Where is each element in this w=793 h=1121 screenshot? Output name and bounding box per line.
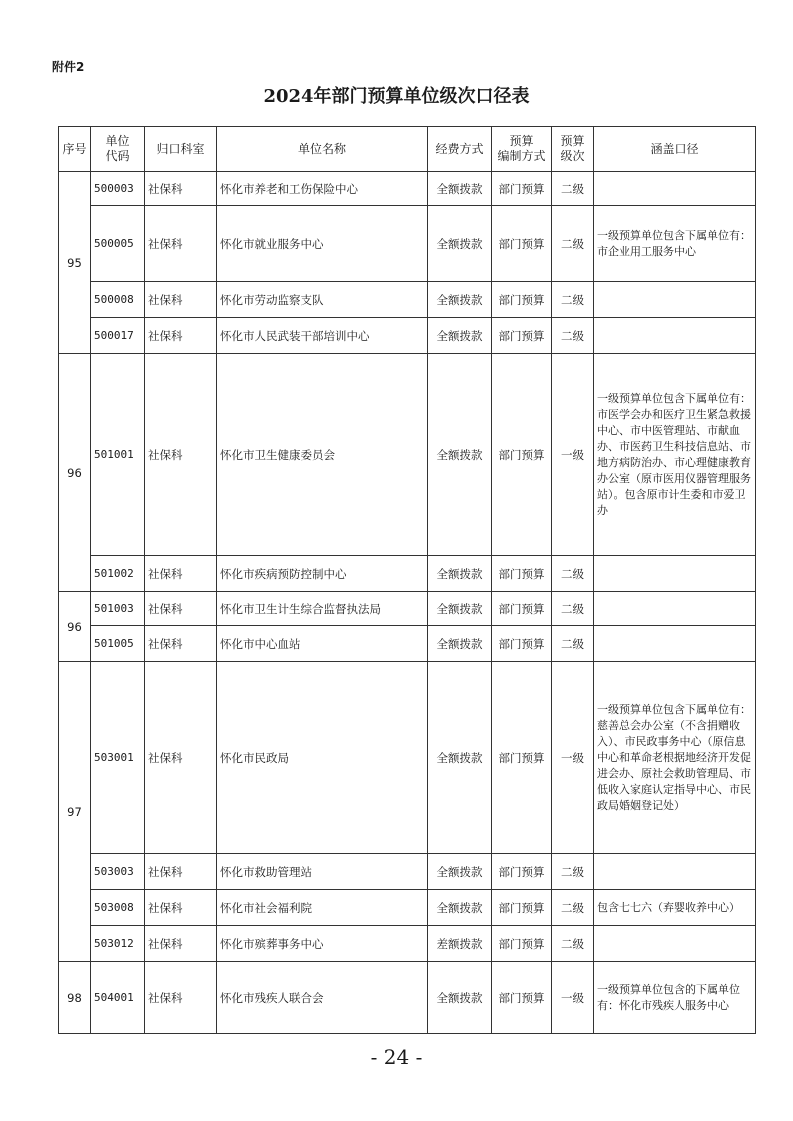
unit-name-cell: 怀化市就业服务中心 bbox=[217, 206, 428, 282]
funding-cell: 全额拨款 bbox=[428, 318, 492, 354]
table-row bbox=[59, 206, 756, 282]
seq-cell: 95 bbox=[59, 172, 91, 354]
unit-name-cell: 怀化市养老和工伤保险中心 bbox=[217, 172, 428, 206]
unit-name-cell: 怀化市劳动监察支队 bbox=[217, 282, 428, 318]
header-unit-name: 单位名称 bbox=[217, 127, 428, 172]
unit-name-cell: 怀化市卫生健康委员会 bbox=[217, 354, 428, 556]
seq-cell: 96 bbox=[59, 592, 91, 662]
unit-code-cell: 501005 bbox=[91, 626, 145, 662]
dept-cell: 社保科 bbox=[145, 662, 217, 854]
method-cell: 部门预算 bbox=[492, 556, 552, 592]
dept-cell: 社保科 bbox=[145, 206, 217, 282]
scope-cell bbox=[594, 556, 756, 592]
dept-cell: 社保科 bbox=[145, 592, 217, 626]
dept-cell: 社保科 bbox=[145, 890, 217, 926]
table-row bbox=[59, 962, 756, 1034]
level-cell: 二级 bbox=[552, 556, 594, 592]
dept-cell: 社保科 bbox=[145, 172, 217, 206]
unit-code-cell: 501003 bbox=[91, 592, 145, 626]
method-cell: 部门预算 bbox=[492, 962, 552, 1034]
level-cell: 二级 bbox=[552, 926, 594, 962]
table-row bbox=[59, 172, 756, 206]
header-scope: 涵盖口径 bbox=[594, 127, 756, 172]
attachment-label: 附件2 bbox=[52, 60, 85, 74]
method-cell: 部门预算 bbox=[492, 626, 552, 662]
table-row bbox=[59, 926, 756, 962]
table-row bbox=[59, 854, 756, 890]
scope-cell bbox=[594, 926, 756, 962]
header-dept: 归口科室 bbox=[145, 127, 217, 172]
table-row bbox=[59, 626, 756, 662]
method-cell: 部门预算 bbox=[492, 592, 552, 626]
level-cell: 二级 bbox=[552, 592, 594, 626]
dept-cell: 社保科 bbox=[145, 282, 217, 318]
unit-name-cell: 怀化市社会福利院 bbox=[217, 890, 428, 926]
table-row bbox=[59, 556, 756, 592]
dept-cell: 社保科 bbox=[145, 962, 217, 1034]
unit-code-cell: 500003 bbox=[91, 172, 145, 206]
header-seq: 序号 bbox=[59, 127, 91, 172]
seq-cell: 98 bbox=[59, 962, 91, 1034]
unit-name-cell: 怀化市民政局 bbox=[217, 662, 428, 854]
level-cell: 二级 bbox=[552, 206, 594, 282]
unit-name-cell: 怀化市救助管理站 bbox=[217, 854, 428, 890]
funding-cell: 全额拨款 bbox=[428, 354, 492, 556]
method-cell: 部门预算 bbox=[492, 282, 552, 318]
table-header-row bbox=[59, 127, 756, 172]
funding-cell: 全额拨款 bbox=[428, 556, 492, 592]
seq-cell: 97 bbox=[59, 662, 91, 962]
method-cell: 部门预算 bbox=[492, 854, 552, 890]
scope-cell: 一级预算单位包含的下属单位有：怀化市残疾人服务中心 bbox=[594, 962, 756, 1034]
unit-name-cell: 怀化市殡葬事务中心 bbox=[217, 926, 428, 962]
dept-cell: 社保科 bbox=[145, 318, 217, 354]
method-cell: 部门预算 bbox=[492, 926, 552, 962]
dept-cell: 社保科 bbox=[145, 854, 217, 890]
unit-code-cell: 500017 bbox=[91, 318, 145, 354]
method-cell: 部门预算 bbox=[492, 172, 552, 206]
table-row bbox=[59, 354, 756, 556]
unit-code-cell: 503012 bbox=[91, 926, 145, 962]
dept-cell: 社保科 bbox=[145, 626, 217, 662]
unit-name-cell: 怀化市中心血站 bbox=[217, 626, 428, 662]
unit-name-cell: 怀化市疾病预防控制中心 bbox=[217, 556, 428, 592]
level-cell: 二级 bbox=[552, 626, 594, 662]
scope-cell: 一级预算单位包含下属单位有：市医学会办和医疗卫生紧急救援中心、市中医管理站、市献血办、市医药卫生科技信息站、市地方病防治办、市心理健康教育办公室（原市医用仪器管理服务站）。包含原市计生委和市爱卫办 bbox=[594, 354, 756, 556]
level-cell: 一级 bbox=[552, 662, 594, 854]
seq-cell: 96 bbox=[59, 354, 91, 592]
level-cell: 二级 bbox=[552, 890, 594, 926]
unit-code-cell: 503003 bbox=[91, 854, 145, 890]
unit-code-cell: 504001 bbox=[91, 962, 145, 1034]
table-row bbox=[59, 592, 756, 626]
funding-cell: 差额拨款 bbox=[428, 926, 492, 962]
scope-cell: 包含七七六（弃婴收养中心） bbox=[594, 890, 756, 926]
funding-cell: 全额拨款 bbox=[428, 890, 492, 926]
funding-cell: 全额拨款 bbox=[428, 172, 492, 206]
scope-cell bbox=[594, 172, 756, 206]
scope-cell: 一级预算单位包含下属单位有：市企业用工服务中心 bbox=[594, 206, 756, 282]
table-row bbox=[59, 318, 756, 354]
unit-code-cell: 500005 bbox=[91, 206, 145, 282]
unit-name-cell: 怀化市卫生计生综合监督执法局 bbox=[217, 592, 428, 626]
method-cell: 部门预算 bbox=[492, 354, 552, 556]
table-row bbox=[59, 662, 756, 854]
funding-cell: 全额拨款 bbox=[428, 854, 492, 890]
scope-cell bbox=[594, 854, 756, 890]
scope-cell bbox=[594, 592, 756, 626]
funding-cell: 全额拨款 bbox=[428, 662, 492, 854]
funding-cell: 全额拨款 bbox=[428, 962, 492, 1034]
page-number: - 24 - bbox=[370, 1045, 423, 1069]
unit-code-cell: 500008 bbox=[91, 282, 145, 318]
unit-name-cell: 怀化市人民武装干部培训中心 bbox=[217, 318, 428, 354]
method-cell: 部门预算 bbox=[492, 890, 552, 926]
scope-cell bbox=[594, 318, 756, 354]
budget-level-table bbox=[58, 126, 756, 1034]
funding-cell: 全额拨款 bbox=[428, 282, 492, 318]
level-cell: 二级 bbox=[552, 172, 594, 206]
header-budget-method: 预算 编制方式 bbox=[492, 127, 552, 172]
unit-code-cell: 501001 bbox=[91, 354, 145, 556]
unit-name-cell: 怀化市残疾人联合会 bbox=[217, 962, 428, 1034]
scope-cell bbox=[594, 626, 756, 662]
funding-cell: 全额拨款 bbox=[428, 626, 492, 662]
page-title: 2024年部门预算单位级次口径表 bbox=[263, 86, 530, 107]
scope-cell bbox=[594, 282, 756, 318]
header-budget-level: 预算 级次 bbox=[552, 127, 594, 172]
level-cell: 二级 bbox=[552, 318, 594, 354]
funding-cell: 全额拨款 bbox=[428, 206, 492, 282]
method-cell: 部门预算 bbox=[492, 318, 552, 354]
header-unit-code: 单位 代码 bbox=[91, 127, 145, 172]
unit-code-cell: 501002 bbox=[91, 556, 145, 592]
dept-cell: 社保科 bbox=[145, 354, 217, 556]
unit-code-cell: 503001 bbox=[91, 662, 145, 854]
table-row bbox=[59, 282, 756, 318]
method-cell: 部门预算 bbox=[492, 662, 552, 854]
level-cell: 二级 bbox=[552, 282, 594, 318]
dept-cell: 社保科 bbox=[145, 926, 217, 962]
unit-code-cell: 503008 bbox=[91, 890, 145, 926]
level-cell: 二级 bbox=[552, 854, 594, 890]
scope-cell: 一级预算单位包含下属单位有：慈善总会办公室（不含捐赠收入）、市民政事务中心（原信息中心和革命老根据地经济开发促进会办、原社会救助管理局、市低收入家庭认定指导中心、市民政局婚姻登记处） bbox=[594, 662, 756, 854]
funding-cell: 全额拨款 bbox=[428, 592, 492, 626]
dept-cell: 社保科 bbox=[145, 556, 217, 592]
header-funding: 经费方式 bbox=[428, 127, 492, 172]
level-cell: 一级 bbox=[552, 962, 594, 1034]
table-row bbox=[59, 890, 756, 926]
level-cell: 一级 bbox=[552, 354, 594, 556]
method-cell: 部门预算 bbox=[492, 206, 552, 282]
